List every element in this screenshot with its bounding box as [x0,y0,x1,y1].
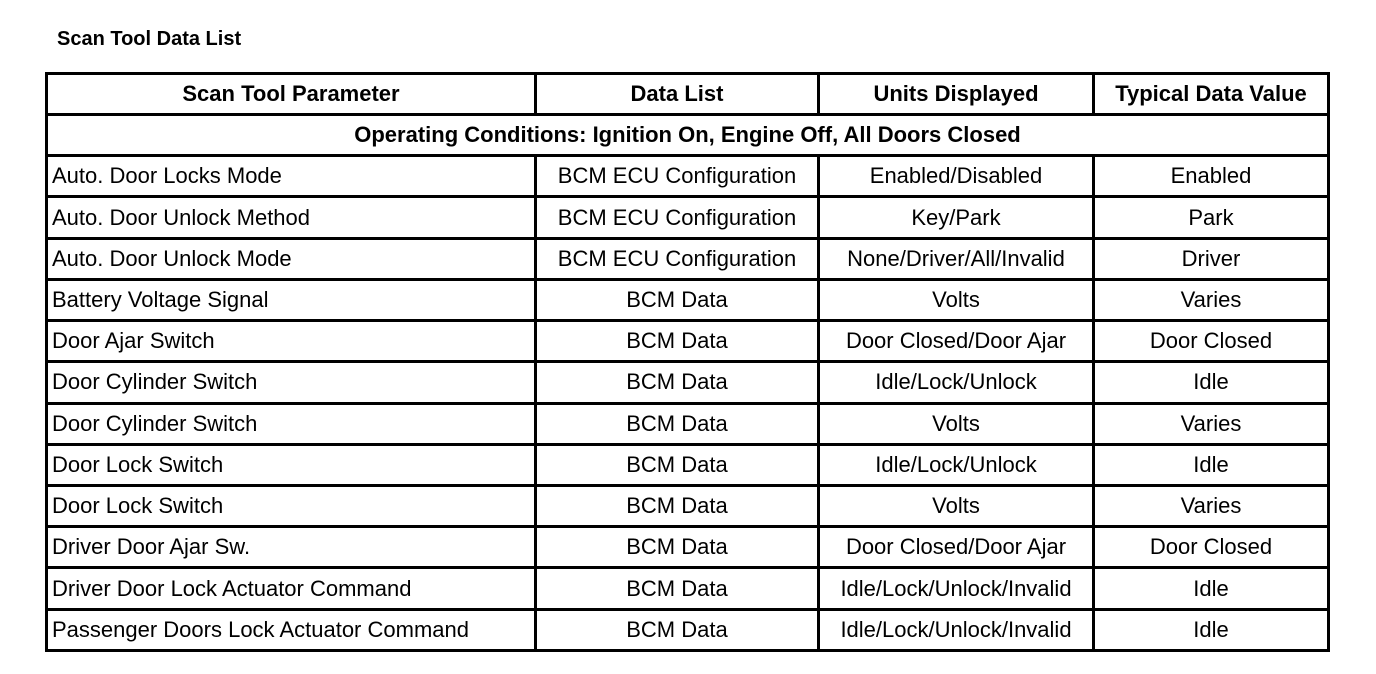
cell-parameter: Door Ajar Switch [47,321,536,362]
cell-parameter: Passenger Doors Lock Actuator Command [47,609,536,650]
cell-typical-value: Idle [1094,444,1329,485]
cell-data-list: BCM Data [536,527,819,568]
scan-tool-data-table [45,72,1330,652]
operating-conditions-row [47,115,1329,156]
table-row [47,156,1329,197]
cell-typical-value: Driver [1094,238,1329,279]
cell-parameter: Door Cylinder Switch [47,403,536,444]
cell-typical-value: Enabled [1094,156,1329,197]
table-row [47,321,1329,362]
cell-typical-value: Door Closed [1094,321,1329,362]
table-row [47,485,1329,526]
cell-units: Volts [819,279,1094,320]
header-data-list: Data List [536,74,819,115]
cell-typical-value: Idle [1094,362,1329,403]
cell-data-list: BCM Data [536,321,819,362]
table-header-row [47,74,1329,115]
cell-data-list: BCM ECU Configuration [536,238,819,279]
cell-units: Volts [819,485,1094,526]
cell-units: Door Closed/Door Ajar [819,527,1094,568]
cell-units: Idle/Lock/Unlock [819,362,1094,403]
cell-typical-value: Varies [1094,403,1329,444]
cell-units: Door Closed/Door Ajar [819,321,1094,362]
cell-units: None/Driver/All/Invalid [819,238,1094,279]
cell-parameter: Door Lock Switch [47,485,536,526]
cell-data-list: BCM ECU Configuration [536,156,819,197]
cell-typical-value: Idle [1094,609,1329,650]
cell-data-list: BCM Data [536,568,819,609]
cell-units: Volts [819,403,1094,444]
cell-data-list: BCM Data [536,362,819,403]
table-row [47,527,1329,568]
cell-data-list: BCM Data [536,279,819,320]
table-row [47,197,1329,238]
table-row [47,609,1329,650]
cell-data-list: BCM Data [536,485,819,526]
cell-data-list: BCM Data [536,609,819,650]
header-parameter: Scan Tool Parameter [47,74,536,115]
cell-units: Enabled/Disabled [819,156,1094,197]
cell-units: Idle/Lock/Unlock/Invalid [819,609,1094,650]
cell-parameter: Auto. Door Unlock Mode [47,238,536,279]
cell-parameter: Door Cylinder Switch [47,362,536,403]
cell-parameter: Auto. Door Locks Mode [47,156,536,197]
table-row [47,362,1329,403]
cell-units: Idle/Lock/Unlock/Invalid [819,568,1094,609]
header-units: Units Displayed [819,74,1094,115]
cell-parameter: Auto. Door Unlock Method [47,197,536,238]
cell-data-list: BCM Data [536,403,819,444]
cell-parameter: Door Lock Switch [47,444,536,485]
cell-data-list: BCM ECU Configuration [536,197,819,238]
cell-typical-value: Varies [1094,485,1329,526]
document-title: Scan Tool Data List [57,28,242,50]
cell-data-list: BCM Data [536,444,819,485]
table-row [47,238,1329,279]
table-row [47,444,1329,485]
table-row [47,568,1329,609]
table-row [47,279,1329,320]
cell-units: Idle/Lock/Unlock [819,444,1094,485]
cell-units: Key/Park [819,197,1094,238]
cell-parameter: Driver Door Ajar Sw. [47,527,536,568]
cell-typical-value: Varies [1094,279,1329,320]
operating-conditions: Operating Conditions: Ignition On, Engine Off, All Doors Closed [47,115,1329,156]
header-typical-value: Typical Data Value [1094,74,1329,115]
table-row [47,403,1329,444]
cell-typical-value: Door Closed [1094,527,1329,568]
cell-typical-value: Park [1094,197,1329,238]
cell-parameter: Driver Door Lock Actuator Command [47,568,536,609]
cell-parameter: Battery Voltage Signal [47,279,536,320]
cell-typical-value: Idle [1094,568,1329,609]
